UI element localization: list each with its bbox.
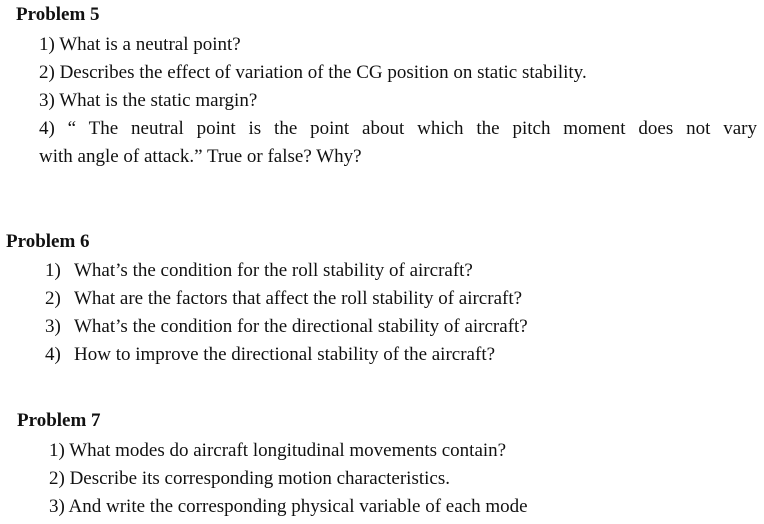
- problem-6-title: Problem 6: [6, 231, 90, 252]
- problem-7-item-3: 3) And write the corresponding physical variable of each mode: [49, 496, 528, 517]
- problem-6-item-2: [45, 288, 522, 310]
- problem-7-item-2: 2) Describe its corresponding motion characteristics.: [49, 468, 450, 489]
- problem-6-item-1: [45, 260, 473, 282]
- problem-5-item-3: 3) What is the static margin?: [39, 90, 258, 111]
- problem-6-item-3-text: What’s the condition for the directional stability of aircraft?: [74, 316, 528, 337]
- problem-6-item-1-number: 1): [45, 260, 61, 281]
- problem-5-item-4-line-2: with angle of attack.” True or false? Why?: [39, 146, 362, 167]
- problem-5-title: Problem 5: [16, 4, 100, 25]
- problem-6-item-4-number: 4): [45, 344, 61, 365]
- problem-6-item-4: [45, 344, 495, 366]
- problem-7-item-1: 1) What modes do aircraft longitudinal movements contain?: [49, 440, 507, 461]
- problem-6-item-2-text: What are the factors that affect the roll stability of aircraft?: [74, 288, 523, 309]
- problem-6-item-2-number: 2): [45, 288, 61, 309]
- problem-7-title: Problem 7: [17, 410, 101, 431]
- problem-6-item-3-number: 3): [45, 316, 61, 337]
- problem-6-item-3: [45, 316, 528, 338]
- problem-5-item-2: 2) Describes the effect of variation of the CG position on static stability.: [39, 62, 587, 83]
- problem-5-item-4-line-1: 4) “ The neutral point is the point about which the pitch moment does not vary: [39, 118, 757, 139]
- problem-5-item-1: 1) What is a neutral point?: [39, 34, 241, 55]
- problem-6-item-4-text: How to improve the directional stability of the aircraft?: [74, 344, 496, 365]
- problem-6-item-1-text: What’s the condition for the roll stability of aircraft?: [74, 260, 473, 281]
